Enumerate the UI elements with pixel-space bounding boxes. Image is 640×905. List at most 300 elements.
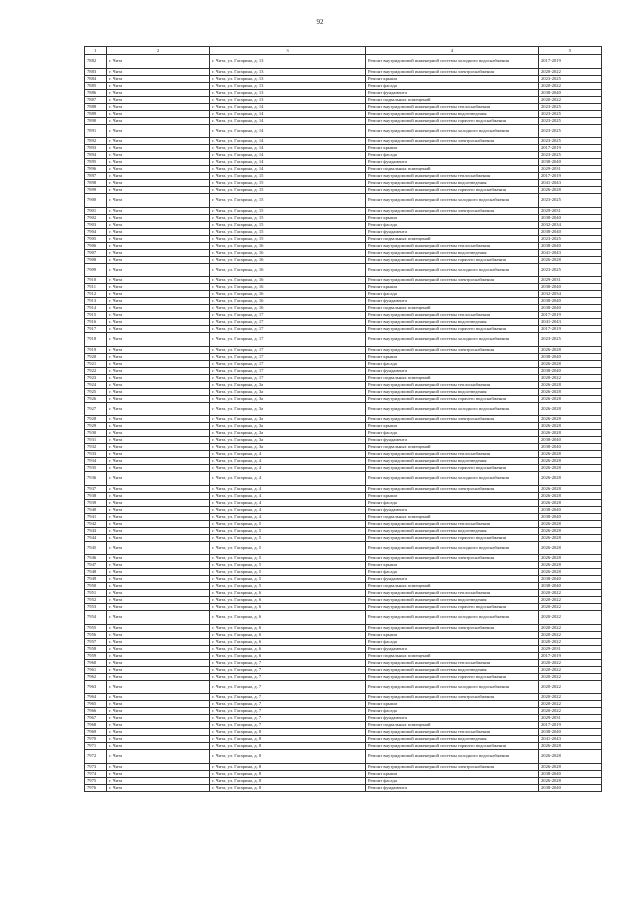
row-number-cell: 7926 xyxy=(85,395,107,402)
address-cell: г. Чита, ул. Гагарина, д. 13 xyxy=(210,75,366,82)
table-row xyxy=(85,499,602,506)
work-type-cell: Ремонт крыши xyxy=(366,353,539,360)
address-cell: г. Чита, ул. Гагарина, д. 3а xyxy=(210,381,366,388)
repair-period-cell: 2020-2022 xyxy=(539,604,602,611)
work-type-cell: Ремонт внутридомовой инженерной системы горячего водоснабжения xyxy=(366,395,539,402)
municipality-cell: г. Чита xyxy=(107,527,210,534)
table-row xyxy=(85,187,602,194)
work-type-cell: Ремонт фасада xyxy=(366,82,539,89)
table-row xyxy=(85,346,602,353)
municipality-cell: г. Чита xyxy=(107,465,210,472)
table-row xyxy=(85,520,602,527)
work-type-cell: Ремонт фасада xyxy=(366,569,539,576)
work-type-cell: Ремонт внутридомовой инженерной системы водоотведения xyxy=(366,180,539,187)
table-row xyxy=(85,214,602,221)
municipality-cell: г. Чита xyxy=(107,395,210,402)
row-number-cell: 7943 xyxy=(85,527,107,534)
municipality-cell: г. Чита xyxy=(107,736,210,743)
repair-period-cell: 2023-2025 xyxy=(539,235,602,242)
table-row xyxy=(85,103,602,110)
table-row xyxy=(85,513,602,520)
repair-period-cell: 2026-2028 xyxy=(539,562,602,569)
work-type-cell: Ремонт внутридомовой инженерной системы водоотведения xyxy=(366,736,539,743)
address-cell: г. Чита, ул. Гагарина, д. 5 xyxy=(210,520,366,527)
repair-period-cell: 2023-2025 xyxy=(539,110,602,117)
municipality-cell: г. Чита xyxy=(107,722,210,729)
municipality-cell: г. Чита xyxy=(107,312,210,319)
table-row xyxy=(85,763,602,770)
repair-period-cell: 2023-2025 xyxy=(539,75,602,82)
address-cell: г. Чита, ул. Гагарина, д. 13 xyxy=(210,82,366,89)
address-cell: г. Чита, ул. Гагарина, д. 5 xyxy=(210,583,366,590)
address-cell: г. Чита, ул. Гагарина, д. 3а xyxy=(210,395,366,402)
repair-period-cell: 2038-2040 xyxy=(539,298,602,305)
address-cell: г. Чита, ул. Гагарина, д. 13 xyxy=(210,89,366,96)
address-cell: г. Чита, ул. Гагарина, д. 6 xyxy=(210,597,366,604)
work-type-cell: Ремонт внутридомовой инженерной системы электроснабжения xyxy=(366,763,539,770)
row-number-cell: 7923 xyxy=(85,374,107,381)
address-cell: г. Чита, ул. Гагарина, д. 17 xyxy=(210,374,366,381)
repair-period-cell: 2029-2031 xyxy=(539,207,602,214)
repair-period-cell: 2020-2022 xyxy=(539,659,602,666)
municipality-cell: г. Чита xyxy=(107,611,210,625)
row-number-cell: 7929 xyxy=(85,423,107,430)
municipality-cell: г. Чита xyxy=(107,506,210,513)
repair-period-cell: 2020-2022 xyxy=(539,638,602,645)
address-cell: г. Чита, ул. Гагарина, д. 7 xyxy=(210,659,366,666)
table-row xyxy=(85,423,602,430)
row-number-cell: 7901 xyxy=(85,207,107,214)
repair-period-cell: 2020-2022 xyxy=(539,82,602,89)
table-row xyxy=(85,333,602,347)
row-number-cell: 7903 xyxy=(85,221,107,228)
address-cell: г. Чита, ул. Гагарина, д. 14 xyxy=(210,124,366,138)
table-row xyxy=(85,743,602,750)
row-number-cell: 7951 xyxy=(85,590,107,597)
row-number-cell: 7931 xyxy=(85,437,107,444)
table-row xyxy=(85,492,602,499)
work-type-cell: Ремонт внутридомовой инженерной системы холодного водоснабжения xyxy=(366,333,539,347)
work-type-cell: Ремонт внутридомовой инженерной системы горячего водоснабжения xyxy=(366,604,539,611)
table-row xyxy=(85,715,602,722)
address-cell: г. Чита, ул. Гагарина, д. 6 xyxy=(210,590,366,597)
work-type-cell: Ремонт фасада xyxy=(366,777,539,784)
municipality-cell: г. Чита xyxy=(107,228,210,235)
table-row xyxy=(85,437,602,444)
repair-period-cell: 2020-2022 xyxy=(539,611,602,625)
table-header-row xyxy=(85,47,602,55)
repair-period-cell: 2017-2019 xyxy=(539,55,602,69)
municipality-cell: г. Чита xyxy=(107,416,210,423)
address-cell: г. Чита, ул. Гагарина, д. 7 xyxy=(210,680,366,694)
work-type-cell: Ремонт внутридомовой инженерной системы теплоснабжения xyxy=(366,659,539,666)
municipality-cell: г. Чита xyxy=(107,159,210,166)
table-row xyxy=(85,367,602,374)
work-type-cell: Ремонт подвальных помещений xyxy=(366,235,539,242)
row-number-cell: 7928 xyxy=(85,416,107,423)
address-cell: г. Чита, ул. Гагарина, д. 8 xyxy=(210,729,366,736)
repair-period-cell: 2038-2040 xyxy=(539,159,602,166)
table-row xyxy=(85,645,602,652)
row-number-cell: 7965 xyxy=(85,701,107,708)
municipality-cell: г. Чита xyxy=(107,743,210,750)
address-cell: г. Чита, ул. Гагарина, д. 14 xyxy=(210,103,366,110)
work-type-cell: Ремонт внутридомовой инженерной системы электроснабжения xyxy=(366,346,539,353)
table-row xyxy=(85,263,602,277)
row-number-cell: 7970 xyxy=(85,736,107,743)
work-type-cell: Ремонт фундамента xyxy=(366,715,539,722)
municipality-cell: г. Чита xyxy=(107,194,210,208)
municipality-cell: г. Чита xyxy=(107,624,210,631)
repair-period-cell: 2020-2022 xyxy=(539,680,602,694)
municipality-cell: г. Чита xyxy=(107,402,210,416)
repair-period-cell: 2023-2025 xyxy=(539,263,602,277)
table-row xyxy=(85,221,602,228)
table-row xyxy=(85,96,602,103)
row-number-cell: 7961 xyxy=(85,666,107,673)
address-cell: г. Чита, ул. Гагарина, д. 4 xyxy=(210,513,366,520)
repair-period-cell: 2038-2040 xyxy=(539,576,602,583)
table-row xyxy=(85,729,602,736)
municipality-cell: г. Чита xyxy=(107,458,210,465)
table-row xyxy=(85,624,602,631)
municipality-cell: г. Чита xyxy=(107,291,210,298)
table-row xyxy=(85,68,602,75)
repair-period-cell: 2026-2028 xyxy=(539,451,602,458)
row-number-cell: 7972 xyxy=(85,750,107,764)
repair-period-cell: 2026-2028 xyxy=(539,569,602,576)
repair-period-cell: 2017-2019 xyxy=(539,652,602,659)
municipality-cell: г. Чита xyxy=(107,673,210,680)
work-type-cell: Ремонт внутридомовой инженерной системы электроснабжения xyxy=(366,68,539,75)
repair-period-cell: 2026-2028 xyxy=(539,534,602,541)
row-number-cell: 7975 xyxy=(85,777,107,784)
table-row xyxy=(85,611,602,625)
work-type-cell: Ремонт внутридомовой инженерной системы холодного водоснабжения xyxy=(366,124,539,138)
address-cell: г. Чита, ул. Гагарина, д. 15 xyxy=(210,235,366,242)
table-row xyxy=(85,555,602,562)
municipality-cell: г. Чита xyxy=(107,666,210,673)
row-number-cell: 7884 xyxy=(85,75,107,82)
work-type-cell: Ремонт внутридомовой инженерной системы горячего водоснабжения xyxy=(366,465,539,472)
municipality-cell: г. Чита xyxy=(107,694,210,701)
municipality-cell: г. Чита xyxy=(107,659,210,666)
row-number-cell: 7917 xyxy=(85,326,107,333)
municipality-cell: г. Чита xyxy=(107,645,210,652)
table-row xyxy=(85,180,602,187)
repair-period-cell: 2023-2025 xyxy=(539,152,602,159)
address-cell: г. Чита, ул. Гагарина, д. 7 xyxy=(210,715,366,722)
row-number-cell: 7925 xyxy=(85,388,107,395)
repair-period-cell: 2020-2022 xyxy=(539,590,602,597)
repair-period-cell: 2026-2028 xyxy=(539,750,602,764)
repair-period-cell: 2026-2028 xyxy=(539,499,602,506)
work-type-cell: Ремонт фундамента xyxy=(366,576,539,583)
row-number-cell: 7958 xyxy=(85,645,107,652)
address-cell: г. Чита, ул. Гагарина, д. 15 xyxy=(210,207,366,214)
repair-period-cell: 2023-2025 xyxy=(539,124,602,138)
address-cell: г. Чита, ул. Гагарина, д. 17 xyxy=(210,367,366,374)
municipality-cell: г. Чита xyxy=(107,89,210,96)
work-type-cell: Ремонт внутридомовой инженерной системы электроснабжения xyxy=(366,485,539,492)
municipality-cell: г. Чита xyxy=(107,492,210,499)
row-number-cell: 7945 xyxy=(85,541,107,555)
work-type-cell: Ремонт внутридомовой инженерной системы теплоснабжения xyxy=(366,451,539,458)
municipality-cell: г. Чита xyxy=(107,298,210,305)
row-number-cell: 7953 xyxy=(85,604,107,611)
repair-period-cell: 2026-2028 xyxy=(539,555,602,562)
table-row xyxy=(85,472,602,486)
work-type-cell: Ремонт фасада xyxy=(366,291,539,298)
table-row xyxy=(85,388,602,395)
address-cell: г. Чита, ул. Гагарина, д. 7 xyxy=(210,666,366,673)
row-number-cell: 7924 xyxy=(85,381,107,388)
address-cell: г. Чита, ул. Гагарина, д. 17 xyxy=(210,333,366,347)
address-cell: г. Чита, ул. Гагарина, д. 8 xyxy=(210,763,366,770)
work-type-cell: Ремонт фундамента xyxy=(366,367,539,374)
table-row xyxy=(85,194,602,208)
row-number-cell: 7893 xyxy=(85,145,107,152)
municipality-cell: г. Чита xyxy=(107,82,210,89)
row-number-cell: 7911 xyxy=(85,284,107,291)
table-row xyxy=(85,277,602,284)
table-row xyxy=(85,527,602,534)
municipality-cell: г. Чита xyxy=(107,374,210,381)
row-number-cell: 7918 xyxy=(85,333,107,347)
column-header-work-type: 4 xyxy=(366,47,539,55)
row-number-cell: 7933 xyxy=(85,451,107,458)
row-number-cell: 7938 xyxy=(85,492,107,499)
repair-period-cell: 2026-2028 xyxy=(539,381,602,388)
municipality-cell: г. Чита xyxy=(107,235,210,242)
address-cell: г. Чита, ул. Гагарина, д. 16 xyxy=(210,256,366,263)
repair-period-cell: 2041-2043 xyxy=(539,736,602,743)
row-number-cell: 7897 xyxy=(85,173,107,180)
repair-period-cell: 2017-2019 xyxy=(539,722,602,729)
work-type-cell: Ремонт внутридомовой инженерной системы водоотведения xyxy=(366,666,539,673)
row-number-cell: 7940 xyxy=(85,506,107,513)
address-cell: г. Чита, ул. Гагарина, д. 13 xyxy=(210,68,366,75)
repair-period-cell: 2026-2028 xyxy=(539,541,602,555)
table-row xyxy=(85,124,602,138)
address-cell: г. Чита, ул. Гагарина, д. 7 xyxy=(210,708,366,715)
column-header-address: 3 xyxy=(210,47,366,55)
table-row xyxy=(85,402,602,416)
municipality-cell: г. Чита xyxy=(107,381,210,388)
table-row xyxy=(85,430,602,437)
table-row xyxy=(85,694,602,701)
repair-period-cell: 2026-2028 xyxy=(539,395,602,402)
table-row xyxy=(85,458,602,465)
table-row xyxy=(85,353,602,360)
municipality-cell: г. Чита xyxy=(107,75,210,82)
work-type-cell: Ремонт крыши xyxy=(366,701,539,708)
row-number-cell: 7936 xyxy=(85,472,107,486)
row-number-cell: 7950 xyxy=(85,583,107,590)
work-type-cell: Ремонт фундамента xyxy=(366,437,539,444)
work-type-cell: Ремонт фасада xyxy=(366,638,539,645)
repair-period-cell: 2026-2028 xyxy=(539,402,602,416)
row-number-cell: 7904 xyxy=(85,228,107,235)
address-cell: г. Чита, ул. Гагарина, д. 4 xyxy=(210,485,366,492)
table-row xyxy=(85,360,602,367)
address-cell: г. Чита, ул. Гагарина, д. 8 xyxy=(210,750,366,764)
repair-period-cell: 2017-2019 xyxy=(539,173,602,180)
row-number-cell: 7914 xyxy=(85,305,107,312)
repair-period-cell: 2026-2028 xyxy=(539,763,602,770)
row-number-cell: 7939 xyxy=(85,499,107,506)
row-number-cell: 7964 xyxy=(85,694,107,701)
municipality-cell: г. Чита xyxy=(107,729,210,736)
address-cell: г. Чита, ул. Гагарина, д. 4 xyxy=(210,506,366,513)
repair-period-cell: 2020-2022 xyxy=(539,68,602,75)
address-cell: г. Чита, ул. Гагарина, д. 8 xyxy=(210,784,366,791)
address-cell: г. Чита, ул. Гагарина, д. 17 xyxy=(210,360,366,367)
municipality-cell: г. Чита xyxy=(107,472,210,486)
repair-period-cell: 2038-2040 xyxy=(539,89,602,96)
repair-period-cell: 2038-2040 xyxy=(539,784,602,791)
municipality-cell: г. Чита xyxy=(107,562,210,569)
row-number-cell: 7937 xyxy=(85,485,107,492)
address-cell: г. Чита, ул. Гагарина, д. 13 xyxy=(210,55,366,69)
repair-period-cell: 2020-2022 xyxy=(539,666,602,673)
address-cell: г. Чита, ул. Гагарина, д. 14 xyxy=(210,152,366,159)
table-row xyxy=(85,750,602,764)
municipality-cell: г. Чита xyxy=(107,652,210,659)
table-row xyxy=(85,534,602,541)
row-number-cell: 7948 xyxy=(85,569,107,576)
municipality-cell: г. Чита xyxy=(107,701,210,708)
work-type-cell: Ремонт фундамента xyxy=(366,298,539,305)
table-row xyxy=(85,631,602,638)
row-number-cell: 7899 xyxy=(85,187,107,194)
work-type-cell: Ремонт внутридомовой инженерной системы теплоснабжения xyxy=(366,381,539,388)
address-cell: г. Чита, ул. Гагарина, д. 7 xyxy=(210,694,366,701)
address-cell: г. Чита, ул. Гагарина, д. 3а xyxy=(210,402,366,416)
municipality-cell: г. Чита xyxy=(107,763,210,770)
row-number-cell: 7888 xyxy=(85,103,107,110)
table-row xyxy=(85,381,602,388)
work-type-cell: Ремонт фундамента xyxy=(366,645,539,652)
municipality-cell: г. Чита xyxy=(107,388,210,395)
work-type-cell: Ремонт внутридомовой инженерной системы холодного водоснабжения xyxy=(366,55,539,69)
municipality-cell: г. Чита xyxy=(107,326,210,333)
municipality-cell: г. Чита xyxy=(107,124,210,138)
address-cell: г. Чита, ул. Гагарина, д. 3а xyxy=(210,437,366,444)
address-cell: г. Чита, ул. Гагарина, д. 6 xyxy=(210,624,366,631)
table-row xyxy=(85,701,602,708)
row-number-cell: 7885 xyxy=(85,82,107,89)
municipality-cell: г. Чита xyxy=(107,214,210,221)
row-number-cell: 7974 xyxy=(85,770,107,777)
work-type-cell: Ремонт подвальных помещений xyxy=(366,513,539,520)
work-type-cell: Ремонт внутридомовой инженерной системы электроснабжения xyxy=(366,416,539,423)
row-number-cell: 7882 xyxy=(85,55,107,69)
municipality-cell: г. Чита xyxy=(107,367,210,374)
municipality-cell: г. Чита xyxy=(107,569,210,576)
row-number-cell: 7959 xyxy=(85,652,107,659)
repair-period-cell: 2026-2028 xyxy=(539,423,602,430)
repair-period-cell: 2026-2028 xyxy=(539,465,602,472)
row-number-cell: 7932 xyxy=(85,444,107,451)
table-row xyxy=(85,312,602,319)
table-row xyxy=(85,485,602,492)
address-cell: г. Чита, ул. Гагарина, д. 15 xyxy=(210,173,366,180)
repair-period-cell: 2020-2022 xyxy=(539,624,602,631)
repair-period-cell: 2020-2022 xyxy=(539,673,602,680)
table-row xyxy=(85,374,602,381)
repair-period-cell: 2026-2028 xyxy=(539,527,602,534)
municipality-cell: г. Чита xyxy=(107,604,210,611)
work-type-cell: Ремонт внутридомовой инженерной системы электроснабжения xyxy=(366,138,539,145)
table-row xyxy=(85,652,602,659)
row-number-cell: 7912 xyxy=(85,291,107,298)
address-cell: г. Чита, ул. Гагарина, д. 17 xyxy=(210,353,366,360)
address-cell: г. Чита, ул. Гагарина, д. 4 xyxy=(210,465,366,472)
row-number-cell: 7886 xyxy=(85,89,107,96)
table-row xyxy=(85,736,602,743)
address-cell: г. Чита, ул. Гагарина, д. 7 xyxy=(210,673,366,680)
repair-period-cell: 2026-2028 xyxy=(539,485,602,492)
repair-period-cell: 2023-2025 xyxy=(539,117,602,124)
repair-period-cell: 2026-2028 xyxy=(539,743,602,750)
table-row xyxy=(85,291,602,298)
column-header-period: 5 xyxy=(539,47,602,55)
address-cell: г. Чита, ул. Гагарина, д. 4 xyxy=(210,499,366,506)
table-row xyxy=(85,562,602,569)
address-cell: г. Чита, ул. Гагарина, д. 4 xyxy=(210,472,366,486)
work-type-cell: Ремонт внутридомовой инженерной системы горячего водоснабжения xyxy=(366,117,539,124)
row-number-cell: 7930 xyxy=(85,430,107,437)
work-type-cell: Ремонт внутридомовой инженерной системы горячего водоснабжения xyxy=(366,673,539,680)
address-cell: г. Чита, ул. Гагарина, д. 16 xyxy=(210,284,366,291)
work-type-cell: Ремонт крыши xyxy=(366,284,539,291)
table-row xyxy=(85,680,602,694)
municipality-cell: г. Чита xyxy=(107,110,210,117)
address-cell: г. Чита, ул. Гагарина, д. 16 xyxy=(210,298,366,305)
work-type-cell: Ремонт подвальных помещений xyxy=(366,166,539,173)
table-row xyxy=(85,638,602,645)
municipality-cell: г. Чита xyxy=(107,576,210,583)
work-type-cell: Ремонт внутридомовой инженерной системы горячего водоснабжения xyxy=(366,534,539,541)
address-cell: г. Чита, ул. Гагарина, д. 16 xyxy=(210,249,366,256)
municipality-cell: г. Чита xyxy=(107,96,210,103)
work-type-cell: Ремонт фасада xyxy=(366,708,539,715)
repair-period-cell: 2023-2025 xyxy=(539,138,602,145)
row-number-cell: 7971 xyxy=(85,743,107,750)
repair-period-cell: 2020-2022 xyxy=(539,374,602,381)
row-number-cell: 7963 xyxy=(85,680,107,694)
municipality-cell: г. Чита xyxy=(107,541,210,555)
municipality-cell: г. Чита xyxy=(107,770,210,777)
municipality-cell: г. Чита xyxy=(107,631,210,638)
repair-period-cell: 2038-2040 xyxy=(539,228,602,235)
work-type-cell: Ремонт крыши xyxy=(366,492,539,499)
row-number-cell: 7949 xyxy=(85,576,107,583)
address-cell: г. Чита, ул. Гагарина, д. 17 xyxy=(210,319,366,326)
row-number-cell: 7954 xyxy=(85,611,107,625)
work-type-cell: Ремонт внутридомовой инженерной системы электроснабжения xyxy=(366,694,539,701)
municipality-cell: г. Чита xyxy=(107,534,210,541)
column-header-municipality: 2 xyxy=(107,47,210,55)
address-cell: г. Чита, ул. Гагарина, д. 3а xyxy=(210,416,366,423)
address-cell: г. Чита, ул. Гагарина, д. 6 xyxy=(210,611,366,625)
row-number-cell: 7898 xyxy=(85,180,107,187)
work-type-cell: Ремонт внутридомовой инженерной системы теплоснабжения xyxy=(366,520,539,527)
row-number-cell: 7941 xyxy=(85,513,107,520)
work-type-cell: Ремонт внутридомовой инженерной системы холодного водоснабжения xyxy=(366,263,539,277)
municipality-cell: г. Чита xyxy=(107,55,210,69)
